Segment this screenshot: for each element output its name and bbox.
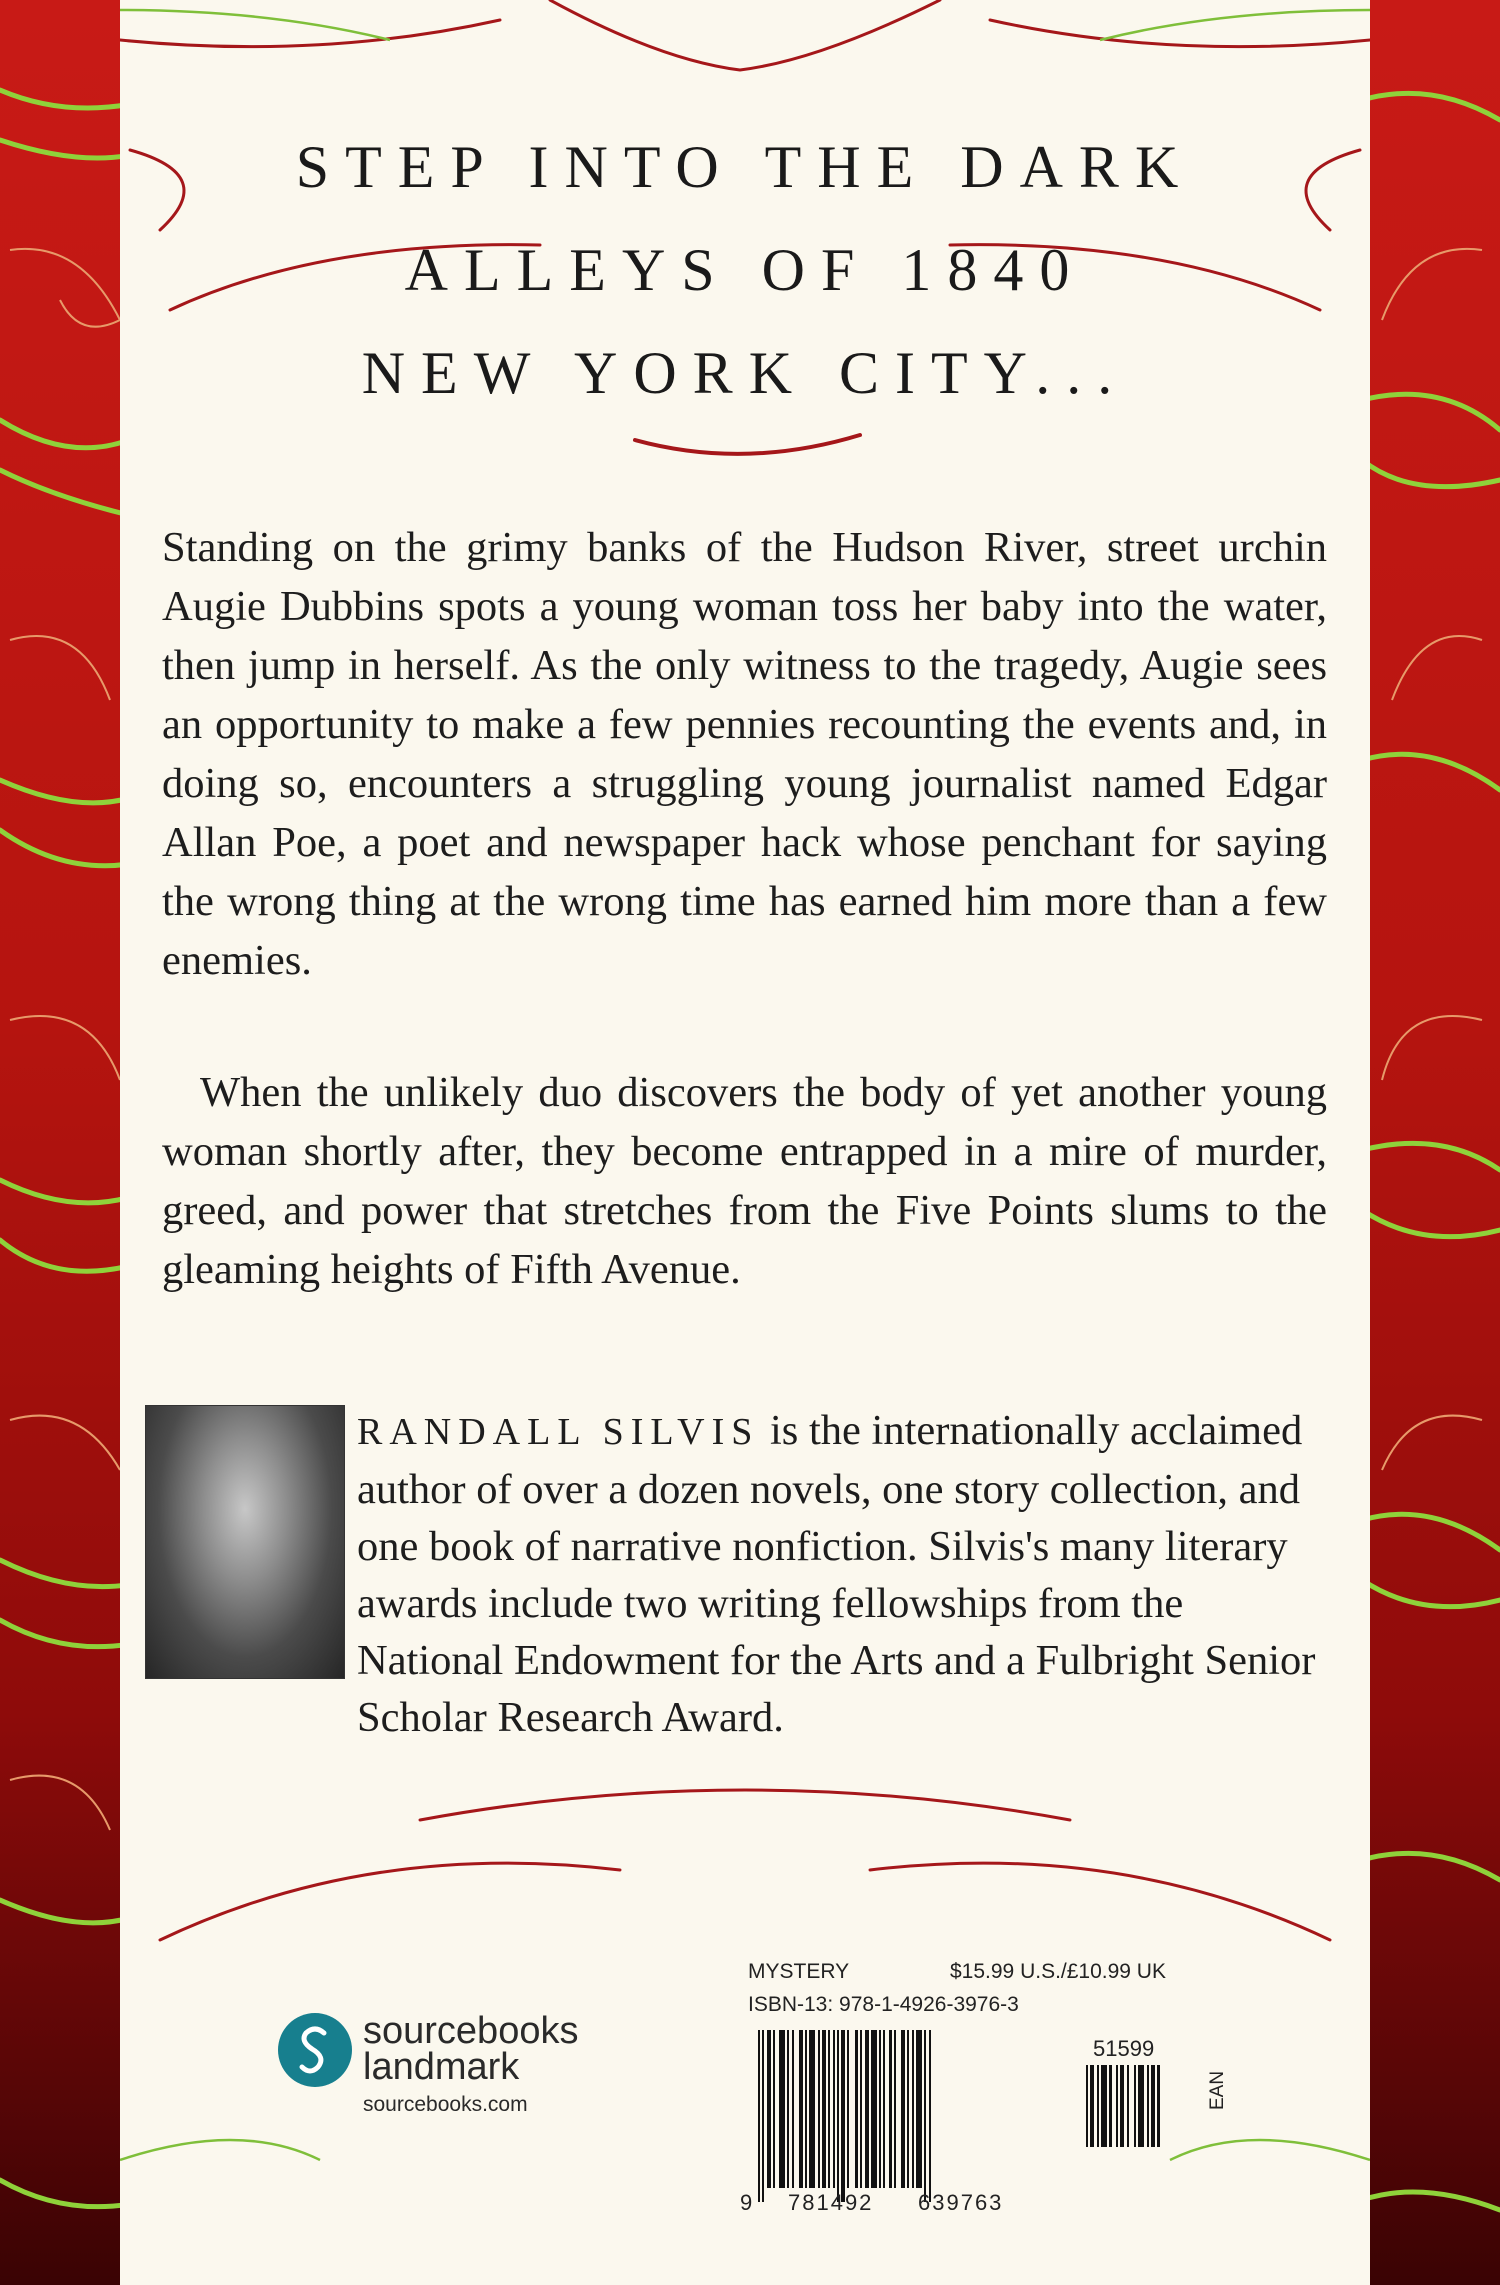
barcode-bar (1157, 2065, 1160, 2147)
barcode-block (740, 1960, 1308, 2260)
barcode-bar (1127, 2065, 1129, 2147)
barcode-bar (929, 2030, 931, 2202)
barcode-bar (773, 2030, 775, 2188)
barcode-bar (1097, 2065, 1099, 2147)
publisher-name-line-2: landmark (363, 2046, 520, 2088)
barcode-bar (762, 2030, 764, 2202)
barcode-bar (883, 2030, 885, 2188)
barcode-bar (1086, 2065, 1088, 2147)
barcode-right-digits: 639763 (918, 2190, 1004, 2215)
barcode-bar (1120, 2065, 1124, 2147)
barcode-bar (1090, 2065, 1094, 2147)
barcode-bar (758, 2030, 760, 2202)
barcode-bar (894, 2030, 896, 2188)
publisher-website: sourcebooks.com (363, 2093, 528, 2116)
barcode-prefix-digit: 9 (740, 2190, 753, 2215)
barcode-bar (1116, 2065, 1118, 2147)
headline-line-2: ALLEYS OF 1840 (404, 237, 1086, 303)
blurb-paragraph-2: When the unlikely duo discovers the body of yet another young woman shortly after, they become entrapped in a mire of murder, greed, and power that stretches from the Five Points slums to the gleaming heights of Fifth Avenue. (162, 1069, 1327, 1293)
barcode-bar (1147, 2065, 1149, 2147)
isbn-label: ISBN-13: 978-1-4926-3976-3 (748, 1993, 1019, 2016)
price-addon-barcode (1086, 2065, 1196, 2147)
barcode-bar (787, 2030, 789, 2188)
barcode-bar (833, 2030, 835, 2188)
publisher-name-line-1: sourcebooks (363, 2010, 579, 2052)
barcode-bar (879, 2030, 881, 2188)
barcode-bar (1151, 2065, 1155, 2147)
barcode-bar (916, 2030, 922, 2188)
barcode-bar (871, 2030, 877, 2188)
barcode-bar (779, 2030, 785, 2188)
genre-label: MYSTERY (748, 1960, 850, 1983)
barcode-bar (828, 2030, 830, 2188)
author-bio (142, 1402, 1327, 1746)
back-cover-panel (120, 0, 1370, 2285)
barcode-bar (767, 2030, 771, 2188)
barcode-left-digits: 781492 (788, 2190, 874, 2215)
barcode-bar (901, 2030, 905, 2188)
price-label: $15.99 U.S./£10.99 UK (950, 1960, 1166, 1983)
barcode-bar (855, 2030, 858, 2188)
barcode-bar (818, 2030, 820, 2188)
barcode-bar (1138, 2065, 1144, 2147)
barcode-bar (837, 2030, 839, 2202)
barcode-bar (907, 2030, 909, 2188)
barcode-bar (1101, 2065, 1107, 2147)
headline-line-1: STEP INTO THE DARK (295, 134, 1195, 200)
barcode-bar (924, 2030, 926, 2202)
barcode-bar (822, 2030, 826, 2188)
ean-label: EAN (1207, 2070, 1228, 2110)
author-name: RANDALL SILVIS (357, 1411, 760, 1453)
barcode-bar (912, 2030, 914, 2188)
barcode-bar (799, 2030, 803, 2188)
photo-spacer (142, 1402, 357, 1692)
barcode-bar (847, 2030, 849, 2188)
blurb-paragraph-1: Standing on the grimy banks of the Hudson River, street urchin Augie Dubbins spots a young woman toss her baby into the water, then jump in herself. As the only witness to the tragedy, Augie sees an opportunity to make a few pennies recounting the events and, in doing so, encounters a struggling young journalist named Edgar Allan Poe, a poet and newspaper hack whose penchant for saying the wrong thing at the wrong time has earned him more than a few enemies. (162, 524, 1327, 984)
price-addon-code: 51599 (1093, 2036, 1155, 2061)
right-vine-pattern (1362, 0, 1500, 2285)
sourcebooks-logo-icon (278, 2013, 352, 2087)
isbn-barcode (758, 2030, 1048, 2206)
barcode-bar (865, 2030, 869, 2188)
barcode-bar (1109, 2065, 1112, 2147)
right-border-decoration (1362, 0, 1500, 2285)
barcode-bar (792, 2030, 794, 2188)
barcode-bar (889, 2030, 892, 2188)
headline-line-3: NEW YORK CITY... (361, 340, 1129, 406)
barcode-bar (841, 2030, 845, 2202)
barcode-bar (805, 2030, 807, 2188)
barcode-bar (860, 2030, 862, 2188)
author-bio-text: is the internationally acclaimed author of over a dozen novels, one story collection, and one book of narrative nonfiction. Silvis's many literary awards include two writing fellowships from the National Endowment for the Arts and a Fulbright Senior Scholar Research Award. (357, 1407, 1316, 1741)
barcode-bar (1134, 2065, 1136, 2147)
barcode-bar (809, 2030, 815, 2188)
